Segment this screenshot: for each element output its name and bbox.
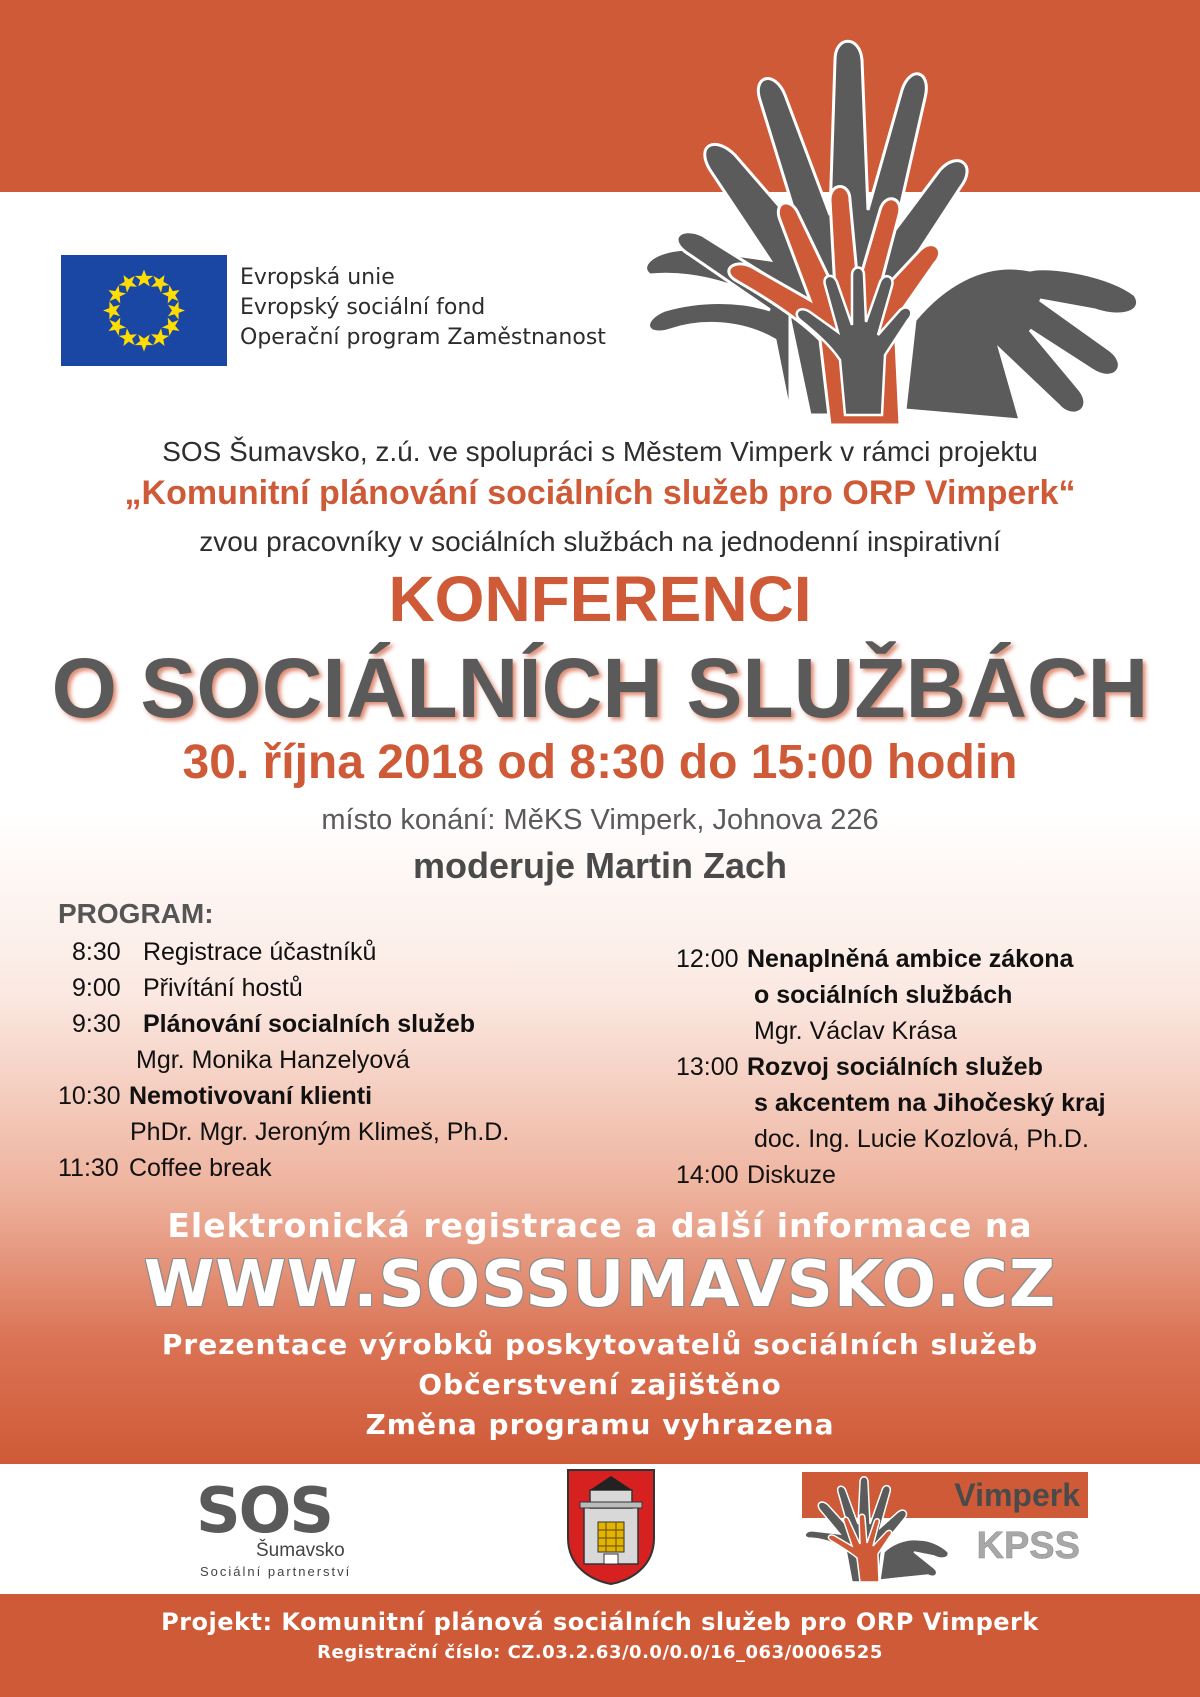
event-date: 30. října 2018 od 8:30 do 15:00 hodin [182, 736, 1018, 789]
program-speaker [58, 1042, 618, 1078]
footer-project-name: Projekt: Komunitní plánová sociálních služeb pro ORP Vimperk [161, 1608, 1039, 1636]
program-title: Diskuze [746, 1161, 836, 1189]
conference-title: KONFERENCI [388, 563, 812, 635]
program-heading: PROGRAM: [58, 898, 214, 929]
event-venue: místo konání: MěKS Vimperk, Johnova 226 [321, 804, 879, 836]
program-speaker [676, 1013, 1196, 1049]
program-title: Nemotivovaní klienti [128, 1082, 373, 1110]
footer-registration-number: Registrační číslo: CZ.03.2.63/0.0/0.0/16_063/0006525 [317, 1642, 883, 1663]
program-title: Registrace účastníků [142, 938, 377, 966]
program-time: 14:00 [676, 1161, 739, 1189]
program-left-column [58, 934, 618, 1186]
program-item-continued [676, 1085, 1196, 1121]
eu-star [168, 301, 185, 319]
program-time: 10:30 [58, 1082, 121, 1110]
eu-program-text [240, 263, 660, 353]
intro-line-2: zvou pracovníky v sociálních službách na jednodenní inspirativní [199, 526, 1001, 557]
program-speaker-name: Mgr. Monika Hanzelyová [136, 1046, 410, 1074]
conference-subtitle: O SOCIÁLNÍCH SLUŽBÁCH [51, 641, 1149, 735]
program-item [58, 934, 618, 970]
eu-line-2: Evropský sociální fond [240, 295, 486, 320]
registration-text: Elektronická registrace a další informace na [167, 1206, 1033, 1245]
program-title: Plánování socialních služeb [142, 1010, 475, 1038]
program-title: Rozvoj sociálních služeb [746, 1053, 1043, 1081]
eu-star [103, 301, 120, 319]
program-item [58, 1006, 618, 1042]
eu-line-3: Operační program Zaměstnanost [240, 325, 606, 350]
program-speaker-name: PhDr. Mgr. Jeroným Klimeš, Ph.D. [130, 1118, 510, 1146]
program-right-column [676, 941, 1196, 1193]
program-speaker-name: doc. Ing. Lucie Kozlová, Ph.D. [754, 1125, 1089, 1153]
website-link[interactable]: WWW.SOSSUMAVSKO.CZ [143, 1248, 1057, 1322]
info-line-products: Prezentace výrobků poskytovatelů sociálních služeb [161, 1328, 1039, 1361]
sos-logo-wordmark: SOS [196, 1474, 333, 1547]
sos-logo-tagline: Sociální partnerství [200, 1564, 352, 1579]
info-line-refreshments: Občerstvení zajištěno [418, 1368, 782, 1401]
event-moderator: moderuje Martin Zach [412, 845, 788, 886]
vimperk-coat-of-arms-icon [566, 1468, 656, 1586]
hands-logo-icon [640, 20, 1140, 435]
kpss-logo-city: Vimperk [954, 1477, 1080, 1513]
program-time: 8:30 [72, 938, 121, 966]
kpss-logo-abbr: KPSS [976, 1525, 1080, 1567]
program-item [676, 941, 1196, 977]
program-item [58, 970, 618, 1006]
program-item-continued [676, 977, 1196, 1013]
sos-sumavsko-logo [196, 1474, 366, 1584]
program-speaker [58, 1114, 618, 1150]
eu-flag-icon [61, 255, 227, 366]
program-item [676, 1157, 1196, 1193]
intro-line-1: SOS Šumavsko, z.ú. ve spolupráci s Městem Vimperk v rámci projektu [162, 436, 1038, 467]
program-time: 9:00 [72, 974, 121, 1002]
program-time: 13:00 [676, 1053, 739, 1081]
program-title: Nenaplněná ambice zákona [746, 945, 1074, 973]
project-name: „Komunitní plánování sociálních služeb pro ORP Vimperk“ [124, 474, 1076, 512]
info-line-program-change: Změna programu vyhrazena [365, 1408, 835, 1441]
program-item [676, 1049, 1196, 1085]
program-title: Přivítání hostů [142, 974, 303, 1002]
program-title: s akcentem na Jihočeský kraj [754, 1089, 1106, 1117]
eu-star [135, 270, 153, 287]
vimperk-kpss-logo [802, 1472, 1088, 1584]
program-time: 9:30 [72, 1010, 121, 1038]
program-title: o sociálních službách [754, 981, 1013, 1009]
eu-line-1: Evropská unie [240, 265, 395, 290]
program-title: Coffee break [128, 1154, 272, 1182]
eu-star [135, 335, 153, 352]
program-speaker-name: Mgr. Václav Krása [754, 1017, 957, 1045]
program-item [58, 1078, 618, 1114]
program-speaker [676, 1121, 1196, 1157]
sos-logo-name: Šumavsko [256, 1540, 345, 1561]
program-time: 11:30 [58, 1154, 119, 1182]
program-time: 12:00 [676, 945, 739, 973]
program-item [58, 1150, 618, 1186]
